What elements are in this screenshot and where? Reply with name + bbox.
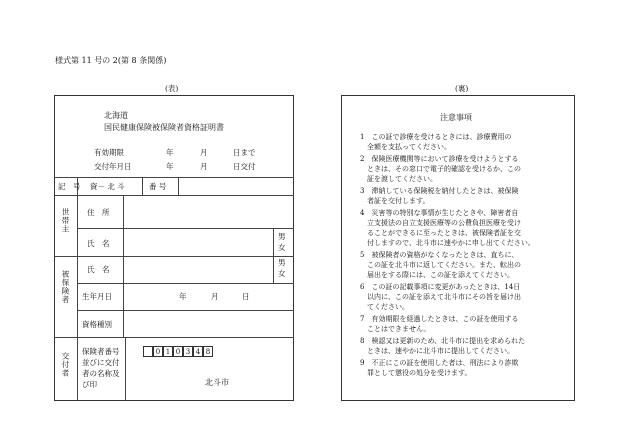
birth-day: 日: [242, 292, 250, 301]
validity-year: 年: [166, 148, 174, 157]
front-side-label: (表): [165, 84, 179, 93]
note-line: 7 有効期限を経過したときは、この証を使用する: [360, 315, 519, 323]
note-line: ることができるに至ったときは、被保険者証を交: [360, 229, 521, 237]
note-line: 全額を支払ってください。: [360, 143, 451, 151]
validity-month: 月: [200, 148, 208, 157]
note-line: 4 災害等の特別な事情が生じたときや、障害者自: [360, 209, 519, 217]
issuer-city: 北斗市: [205, 378, 229, 387]
setainushi-name-label: 氏 名: [87, 239, 110, 248]
form-number: 様式第 11 号の 2(第 8 条関係): [55, 56, 167, 65]
insurer-digit-box: 1: [163, 346, 173, 357]
insurer-number-label: 保険者番号: [82, 347, 120, 356]
insurer-digit-box: 8: [203, 346, 213, 357]
issuer-label: 交付者: [61, 352, 70, 378]
note-line: 立支援法の自立支援医療等の公費負担医療を受け: [360, 219, 521, 227]
note-line: 罪として懲役の処分を受けます。: [360, 369, 472, 377]
note-line: ことはできません。: [360, 325, 431, 333]
birth-month: 月: [211, 292, 219, 301]
insured-male: 男: [278, 258, 286, 267]
issue-year: 年: [166, 162, 174, 171]
note-line: 証を渡してください。: [360, 175, 437, 183]
kigo-label: 記 号: [58, 182, 81, 191]
kigo-value: 資－ 北 斗: [90, 182, 125, 191]
front-heading-title: 国民健康保険被保険者資格証明書: [104, 123, 224, 132]
setainushi-male: 男: [278, 232, 286, 241]
issuer-name-label-1: 並びに交付: [82, 358, 120, 367]
note-line: 9 不正にこの証を使用した者は、刑法により詐欺: [360, 359, 519, 367]
back-side-label: (裏): [455, 84, 469, 93]
notes-title: 注意事項: [440, 113, 472, 122]
validity-label: 有効期限: [94, 148, 124, 157]
note-line: 2 保険医療機関等において診療を受けようとする: [360, 155, 519, 163]
note-line: 8 検認又は更新のため、北斗市に提出を求められた: [360, 337, 526, 345]
birth-year: 年: [179, 292, 187, 301]
note-line: ときは、その窓口で電子的確認を受けるか、この: [360, 165, 521, 173]
note-line: 者証を交付します。: [360, 197, 430, 205]
note-line: 以内に、この証を添えて北斗市にその旨を届け出: [360, 293, 521, 301]
birth-label: 生年月日: [82, 292, 112, 301]
setainushi-label: 世帯主: [61, 208, 70, 234]
bango-label: 番 号: [149, 182, 167, 191]
issue-day: 日交付: [233, 162, 256, 171]
qualification-label: 資格種別: [82, 320, 112, 329]
note-line: 届出をする際には、この証を添えてください。: [360, 271, 514, 279]
insurer-digit-box: [143, 346, 153, 357]
note-line: 1 この証で診療を受けるときには、診療費用の: [360, 133, 512, 141]
issue-date-label: 交付年月日: [94, 162, 132, 171]
note-line: てください。: [360, 303, 409, 311]
note-line: 6 この証の記載事項に変更があったときは、14日: [360, 283, 521, 291]
insurer-digit-box: 0: [153, 346, 163, 357]
note-line: ときは、速やかに北斗市に提出してください。: [360, 347, 514, 355]
issuer-name-label-2: 者の名称及: [82, 369, 120, 378]
issuer-name-label-3: び印: [82, 380, 97, 389]
insured-name-label: 氏 名: [87, 265, 110, 274]
insured-female: 女: [278, 269, 286, 278]
insurer-digit-box: 0: [173, 346, 183, 357]
insurer-digit-box: 4: [193, 346, 203, 357]
note-line: 付しますので、北斗市に速やかに申し出てください。: [360, 239, 535, 247]
setainushi-female: 女: [278, 243, 286, 252]
front-heading-region: 北海道: [104, 111, 128, 120]
note-line: 3 滞納している保険税を納付したときは、被保険: [360, 187, 519, 195]
address-label: 住 所: [87, 208, 110, 217]
insured-label: 被保険者: [61, 270, 70, 304]
insurer-digit-box: 3: [183, 346, 193, 357]
note-line: この証を北斗市に返してください。また、転出の: [360, 261, 521, 269]
validity-day: 日まで: [233, 148, 256, 157]
note-line: 5 被保険者の資格がなくなったときは、直ちに、: [360, 251, 519, 259]
issue-month: 月: [200, 162, 208, 171]
